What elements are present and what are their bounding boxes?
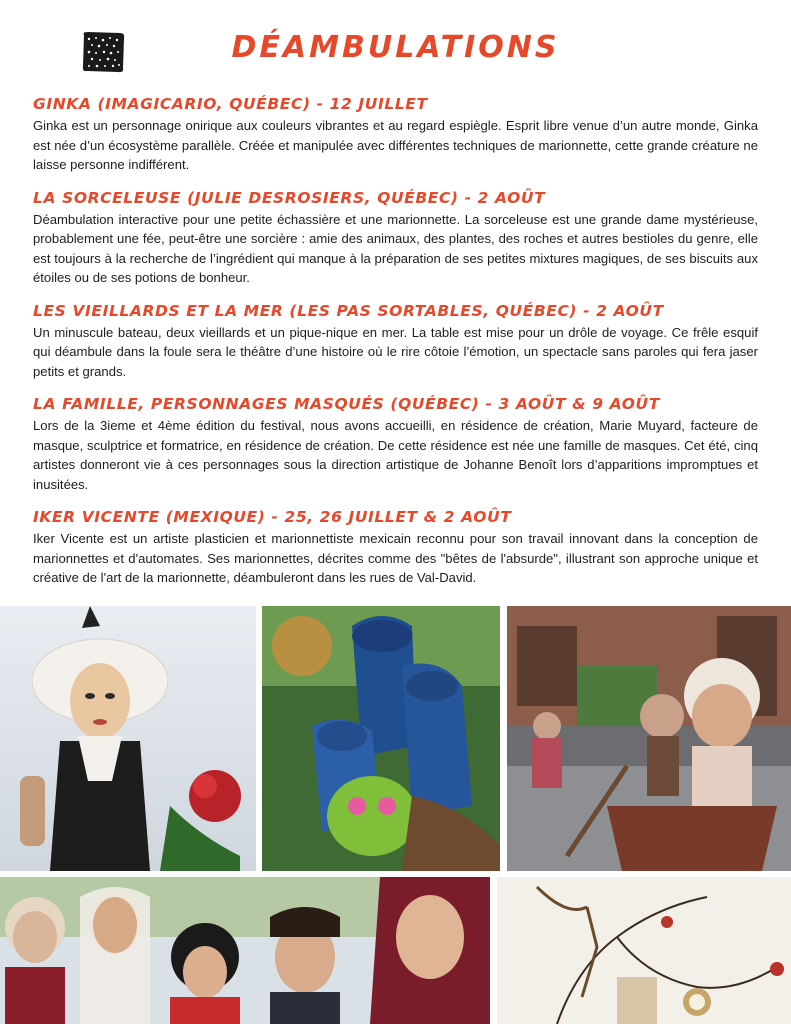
photo-famille <box>0 877 490 1024</box>
section-iker-vicente <box>33 508 758 588</box>
photo-iker-vicente <box>497 877 791 1024</box>
section-vieillards <box>33 302 758 382</box>
section-sorceleuse <box>33 189 758 288</box>
page-title: DÉAMBULATIONS <box>231 30 560 65</box>
section-text: Un minuscule bateau, deux vieillards et un pique-nique en mer. La table est mise pour un drôle de voyage. Ce frêle esquif qui déambule dans la foule sera le théâtre d’une histoire où le rire côtoie l’émotion, un spectacle sans paroles qui fera jaser petits et grands. <box>33 324 758 379</box>
sections-list <box>33 95 758 602</box>
section-famille <box>33 395 758 494</box>
photo-vieillards <box>507 606 791 871</box>
photo-ginka <box>262 606 500 871</box>
section-heading: LA SORCELEUSE (JULIE DESROSIERS, QUÉBEC) - 2 AOÛT <box>33 188 546 207</box>
photo-sorceleuse <box>0 606 256 871</box>
section-heading: IKER VICENTE (MEXIQUE) - 25, 26 JUILLET & 2 AOÛT <box>33 508 512 526</box>
section-text: Lors de la 3ieme et 4ème édition du festival, nous avons accueilli, en résidence de création, Marie Muyard, facteure de masque, sculptrice et formatrice, en résidence de création. De cette résidence est née une famille de masques. Cet été, cinq artistes donneront vie à ces personnages sous la direction artistique de Johanne Benoît lors d’apparitions impromptues et inusitées. <box>33 418 758 492</box>
section-heading: LA FAMILLE, PERSONNAGES MASQUÉS (QUÉBEC) - 3 AOÛT & 9 AOÛT <box>33 395 660 413</box>
section-text: Iker Vicente est un artiste plasticien et marionnettiste mexicain reconnu pour son travail innovant dans la conception de marionnettes et d'automates. Ses marionnettes, décrites comme des "bêtes de l'absurde", illustrant son approche unique et créative de l'art de la marionnette, déambuleront dans les rues de Val-David. <box>33 531 758 585</box>
section-text: Ginka est un personnage onirique aux couleurs vibrantes et au regard espiègle. Esprit libre venue d’un autre monde, Ginka est née d’un écosystème parallèle. Créée et manipulée avec différentes techniques de marionnette, cette grande créature ne laisse personne indifférent. <box>33 118 758 172</box>
section-text: Déambulation interactive pour une petite échassière et une marionnette. La sorceleuse est une grande dame mystérieuse, probablement une fée, peut-être une sorcière : amie des animaux, des plantes, des roches et autres bestioles du genre, elle est toujours à la recherche de l’ingrédient qui manque à la préparation de ses petites mixtures magiques, de ses biscuits aux étoiles ou de ses potions de bonheur. <box>33 211 758 285</box>
section-heading: LES VIEILLARDS ET LA MER (LES PAS SORTABLES, QUÉBEC) - 2 AOÛT <box>33 301 664 320</box>
section-heading: GINKA (IMAGICARIO, QUÉBEC) - 12 JUILLET <box>33 95 428 113</box>
section-ginka <box>33 95 758 175</box>
